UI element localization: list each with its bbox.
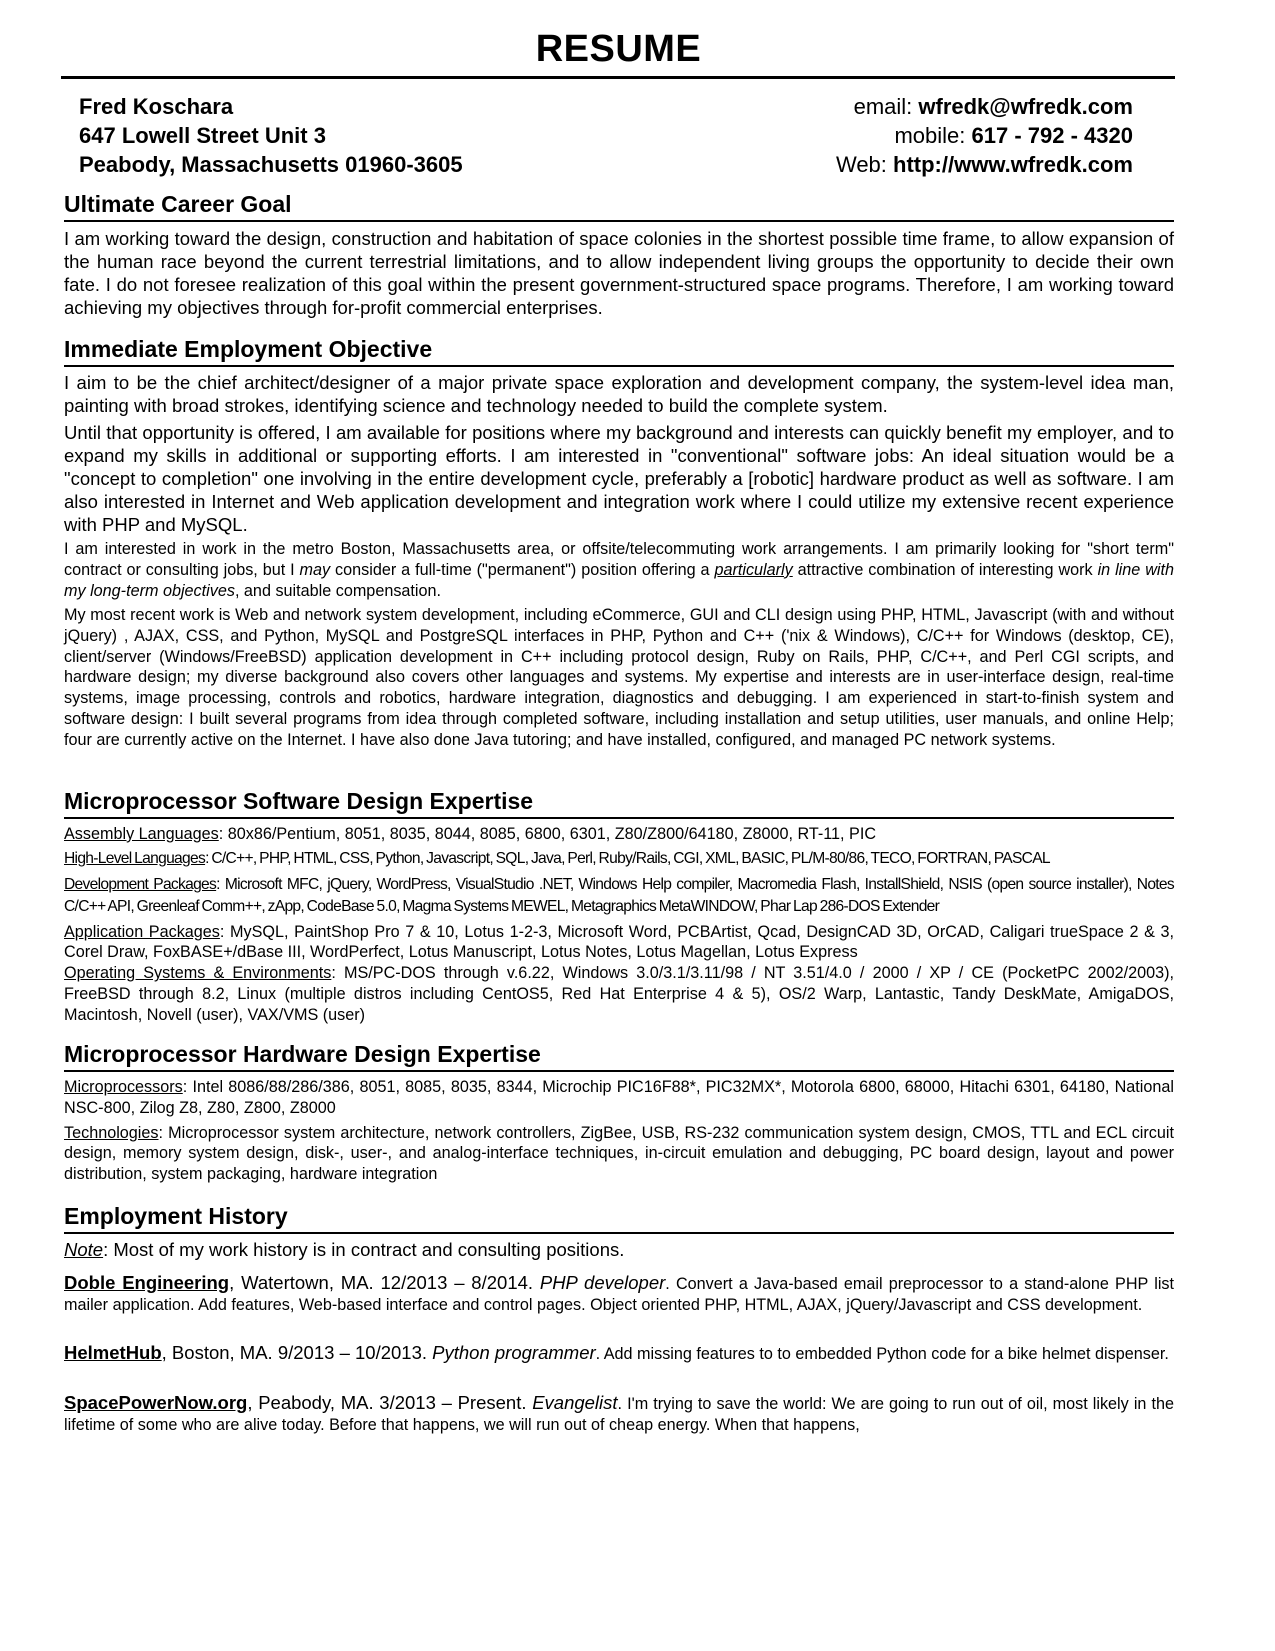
job-company: HelmetHub	[64, 1342, 162, 1363]
email-label: email:	[853, 94, 919, 119]
job-location-dates: , Peabody, MA. 3/2013 – Present.	[247, 1392, 533, 1413]
objective-p3-text-a: I am interested in work in the metro Boston, Massachusetts area, or offsite/telecommuting work arrangements. I am primarily looking for "short term" contract or consulting jobs, but I	[64, 540, 1174, 579]
employment-note-text: : Most of my work history is in contract and consulting positions.	[103, 1239, 625, 1260]
hardware-expertise-list	[64, 1077, 1174, 1185]
technologies-value: : Microprocessor system architecture, network controllers, ZigBee, USB, RS-232 communication system design, CMOS, TTL and ECL circuit design, memory system design, disk-, user-, and analog-interface techniques, in-circuit emulation and debugging, PC board design, layout and power distribution, system packaging, hardware integration	[64, 1123, 1174, 1184]
operating-systems-value: : MS/PC-DOS through v.6.22, Windows 3.0/3.1/3.11/98 / NT 3.51/4.0 / 2000 / XP / CE (PocketPC 2002/2003), FreeBSD through 8.2, Linux (multiple distros including CentOS5, Red Hat Enterprise 4 & 5), OS/2 Warp, Lantastic, Tandy DeskMate, AmigaDOS, Macintosh, Novell (user), VAX/VMS (user)	[64, 964, 1174, 1024]
section-heading-software: Microprocessor Software Design Expertise	[64, 787, 1174, 819]
job-entry	[64, 1343, 1174, 1365]
mobile-label: mobile:	[894, 123, 972, 148]
microprocessors-value: : Intel 8086/88/286/386, 8051, 8085, 8035, 8344, Microchip PIC16F88*, PIC32MX*, Motorola 6800, 68000, Hitachi 6301, 64180, National NSC-800, Zilog Z8, Z80, Z800, Z8000	[64, 1078, 1174, 1117]
technologies-row	[64, 1123, 1174, 1185]
technologies-label: Technologies	[64, 1123, 159, 1142]
contact-address-block	[79, 92, 463, 179]
high-level-languages-row	[64, 849, 1174, 870]
development-packages-label: Development Packages	[64, 875, 217, 893]
objective-p3-inline: in line with my long-term objectives	[64, 560, 1174, 600]
job-entry	[64, 1393, 1174, 1436]
web-link[interactable]: http://www.wfredk.com	[893, 152, 1133, 177]
operating-systems-row	[64, 963, 1174, 1025]
job-company: Doble Engineering	[64, 1272, 230, 1293]
software-expertise-list	[64, 824, 1174, 1026]
microprocessors-row	[64, 1077, 1174, 1119]
contact-details-block	[836, 92, 1133, 179]
assembly-languages-label: Assembly Languages	[64, 825, 219, 843]
contact-web-row	[836, 150, 1133, 179]
employment-note	[64, 1238, 1174, 1261]
page-title: RESUME	[535, 28, 702, 70]
mobile-number: 617 - 792 - 4320	[971, 123, 1133, 148]
job-entry	[64, 1273, 1174, 1316]
section-heading-objective: Immediate Employment Objective	[64, 335, 1174, 367]
objective-p3-text-d: , and suitable compensation.	[234, 581, 442, 600]
section-heading-hardware: Microprocessor Hardware Design Expertise	[64, 1040, 1174, 1072]
job-description: . Add missing features to to embedded Python code for a bike helmet dispenser.	[595, 1345, 1169, 1363]
objective-p3-particularly: particularly	[714, 560, 793, 579]
application-packages-value: : MySQL, PaintShop Pro 7 & 10, Lotus 1-2-3, Microsoft Word, PCBArtist, Qcad, DesignCAD 3D, OrCAD, Caligari trueSpace 2 & 3, Corel Draw, FoxBASE+/dBase III, WordPerfect, Lotus Manuscript, Lotus Notes, Lotus Magellan, Lotus Express	[64, 922, 1174, 962]
contact-address-line1: 647 Lowell Street Unit 3	[79, 123, 326, 148]
development-packages-row	[64, 874, 1174, 918]
application-packages-row	[64, 922, 1174, 964]
job-role: Python programmer	[432, 1342, 596, 1363]
career-goal-text: I am working toward the design, construction and habitation of space colonies in the shortest possible time frame, to allow expansion of the human race beyond the current terrestrial limitations, and to allow independent living groups the opportunity to decide their own fate. I do not foresee realization of this goal within the present government-structured space programs. Therefore, I am working toward achieving my objectives through for-profit commercial enterprises.	[64, 228, 1174, 318]
section-heading-career-goal: Ultimate Career Goal	[64, 190, 1174, 222]
high-level-languages-value: : C/C++, PHP, HTML, CSS, Python, Javascript, SQL, Java, Perl, Ruby/Rails, CGI, XML, BASIC, PL/M-80/86, TECO, FORTRAN, PASCAL	[205, 849, 1050, 867]
assembly-languages-row	[64, 824, 1174, 845]
objective-paragraph-2: Until that opportunity is offered, I am available for positions where my background and interests can quickly benefit my employer, and to expand my skills in additional or supporting efforts. I am interested in "conventional" software jobs: An ideal situation would be a "concept to completion" one involving in the entire development cycle, preferably a [robotic] hardware product as well as software. I am also interested in Internet and Web application development and integration work where I could utilize my extensive recent experience with PHP and MySQL.	[64, 422, 1174, 535]
email-link[interactable]: wfredk@wfredk.com	[918, 94, 1133, 119]
objective-p3-text-c: attractive combination of interesting work	[792, 560, 1098, 579]
web-label: Web:	[835, 152, 894, 177]
job-description: . Convert a Java-based email preprocessor to a stand-alone PHP list mailer application. Add features, Web-based interface and control pages. Object oriented PHP, HTML, AJAX, jQuery/Javascript and CSS development.	[64, 1275, 1175, 1314]
job-role: PHP developer	[539, 1272, 666, 1293]
development-packages-value: : Microsoft MFC, jQuery, WordPress, VisualStudio .NET, Windows Help compiler, Macromedia Flash, InstallShield, NSIS (open source installer), Notes C/C++ API, Greenleaf Comm++, zApp, CodeBase 5.0, Magma Systems MEWEL, Metagraphics MetaWINDOW, Phar Lap 286-DOS Extender	[64, 875, 1174, 915]
contact-name: Fred Koschara	[79, 94, 234, 119]
job-location-dates: , Watertown, MA. 12/2013 – 8/2014.	[229, 1272, 540, 1293]
contact-mobile-row	[836, 121, 1133, 150]
job-description: . I'm trying to save the world: We are going to run out of oil, most likely in the lifetime of some who are alive today. Before that happens, we will run out of cheap energy. When that happens,	[64, 1395, 1174, 1434]
title-divider	[61, 76, 1175, 79]
job-role: Evangelist	[532, 1392, 618, 1413]
objective-p3-may: may	[299, 560, 331, 579]
high-level-languages-label: High-Level Languages	[64, 849, 206, 867]
employment-note-label: Note	[64, 1239, 104, 1260]
objective-p3-text-b: consider a full-time ("permanent") position offering a	[330, 560, 715, 579]
contact-address-line2: Peabody, Massachusetts 01960-3605	[79, 152, 463, 177]
section-heading-employment: Employment History	[64, 1202, 1174, 1234]
objective-paragraph-4: My most recent work is Web and network system development, including eCommerce, GUI and CLI design using PHP, HTML, Javascript (with and without jQuery) , AJAX, CSS, and Python, MySQL and PostgreSQL interfaces in PHP, Python and C++ ('nix & Windows), C/C++ for Windows (desktop, CE), client/server (Windows/FreeBSD) application development in C++ including protocol design, Ruby on Rails, PHP, C/C++, and Perl CGI scripts, and hardware design; my diverse background also covers other languages and systems. My expertise and interests are in user-interface design, real-time systems, image processing, controls and robotics, hardware integration, diagnostics and debugging. I am experienced in start-to-finish system and software design: I built several programs from idea through completed software, including installation and setup utilities, user manuals, and online Help; four are currently active on the Internet. I have also done Java tutoring; and have installed, configured, and managed PC network systems.	[64, 606, 1174, 749]
contact-email-row	[836, 92, 1133, 121]
application-packages-label: Application Packages	[64, 922, 220, 941]
operating-systems-label: Operating Systems & Environments	[64, 964, 332, 983]
objective-paragraph-1: I aim to be the chief architect/designer of a major private space exploration and development company, the system-level idea man, painting with broad strokes, identifying science and technology needed to build the complete system.	[64, 372, 1174, 416]
assembly-languages-value: : 80x86/Pentium, 8051, 8035, 8044, 8085, 6800, 6301, Z80/Z800/64180, Z8000, RT-11, PIC	[218, 825, 877, 843]
job-company: SpacePowerNow.org	[64, 1392, 248, 1413]
objective-paragraph-3	[64, 539, 1174, 601]
microprocessors-label: Microprocessors	[64, 1078, 183, 1096]
job-location-dates: , Boston, MA. 9/2013 – 10/2013.	[161, 1342, 433, 1363]
